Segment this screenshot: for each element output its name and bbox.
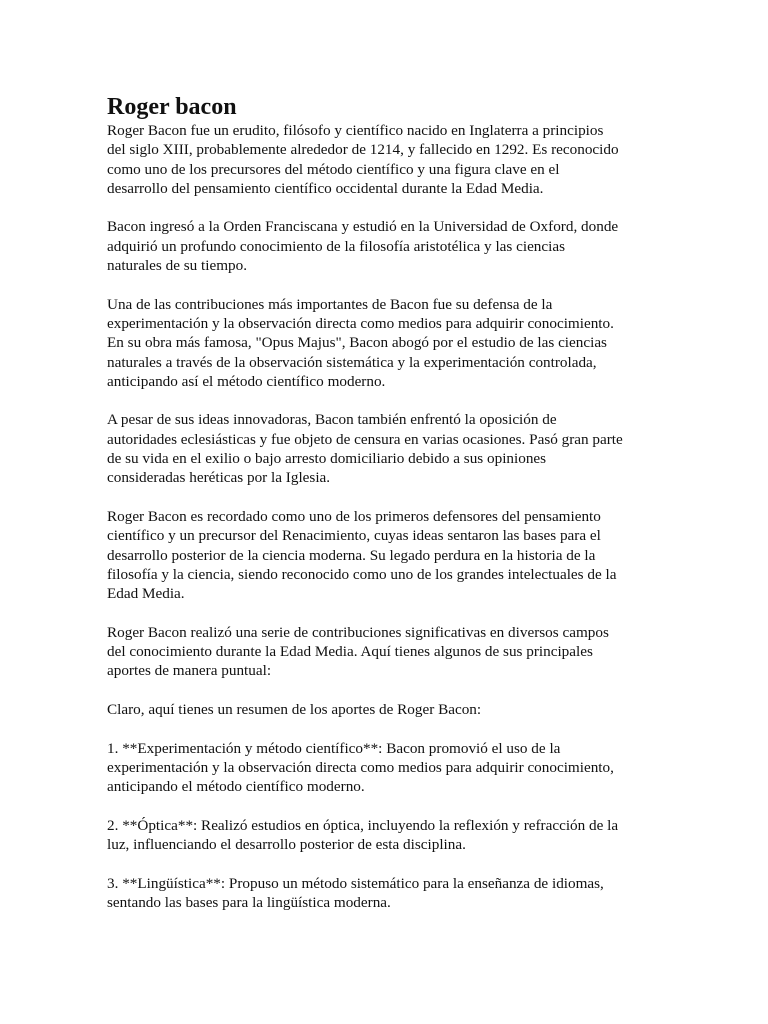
paragraph-contributions: Una de las contribuciones más importantes de Bacon fue su defensa de la experimentación y la observación directa como medios para adquirir conocimiento. En su obra más famosa, "Opus Majus", Bacon abogó por el estudio de las ciencias naturales a través de la observación sistemática y la experimentación controlada, anticipando así el método científico moderno. [107, 295, 614, 390]
paragraph-summary-lead: Claro, aquí tienes un resumen de los aportes de Roger Bacon: [107, 700, 482, 718]
paragraph-intro: Roger Bacon fue un erudito, filósofo y científico nacido en Inglaterra a principios del siglo XIII, probablemente alrededor de 1214, y fallecido en 1292. Es reconocido como uno de los precursores del método científico y una figura clave en el desarrollo del pensamiento científico occidental durante la Edad Media. [107, 122, 619, 197]
document-title: Roger bacon [107, 94, 237, 120]
paragraph-franciscan: Bacon ingresó a la Orden Franciscana y estudió en la Universidad de Oxford, donde adquirió un profundo conocimiento de la filosofía aristotélica y las ciencias naturales de su tiempo. [107, 218, 619, 275]
paragraph-opposition: A pesar de sus ideas innovadoras, Bacon también enfrentó la oposición de autoridades eclesiásticas y fue objeto de censura en varias ocasiones. Pasó gran parte de su vida en el exilio o bajo arresto domiciliario debido a sus opiniones consideradas heréticas por la Iglesia. [107, 411, 623, 487]
paragraph-summary-intro: Roger Bacon realizó una serie de contribuciones significativas en diversos campos del conocimiento durante la Edad Media. Aquí tienes algunos de sus principales aportes de manera puntual: [107, 623, 609, 680]
paragraph-legacy: Roger Bacon es recordado como uno de los primeros defensores del pensamiento científico y un precursor del Renacimiento, cuyas ideas sentaron las bases para el desarrollo posterior de la ciencia moderna. Su legado perdura en la historia de la filosofía y la ciencia, siendo reconocido como uno de los grandes intelectuales de la Edad Media. [107, 507, 617, 603]
list-item-experimentation: 1. **Experimentación y método científico**: Bacon promovió el uso de la experimentación y la observación directa como medios para adquirir conocimiento, anticipando el método científico moderno. [107, 739, 614, 796]
list-item-linguistics: 3. **Lingüística**: Propuso un método sistemático para la enseñanza de idiomas, sentando las bases para la lingüística moderna. [107, 874, 604, 911]
list-item-optics: 2. **Óptica**: Realizó estudios en óptica, incluyendo la reflexión y refracción de la luz, influenciando el desarrollo posterior de esta disciplina. [107, 816, 619, 853]
document-page [107, 93, 667, 931]
